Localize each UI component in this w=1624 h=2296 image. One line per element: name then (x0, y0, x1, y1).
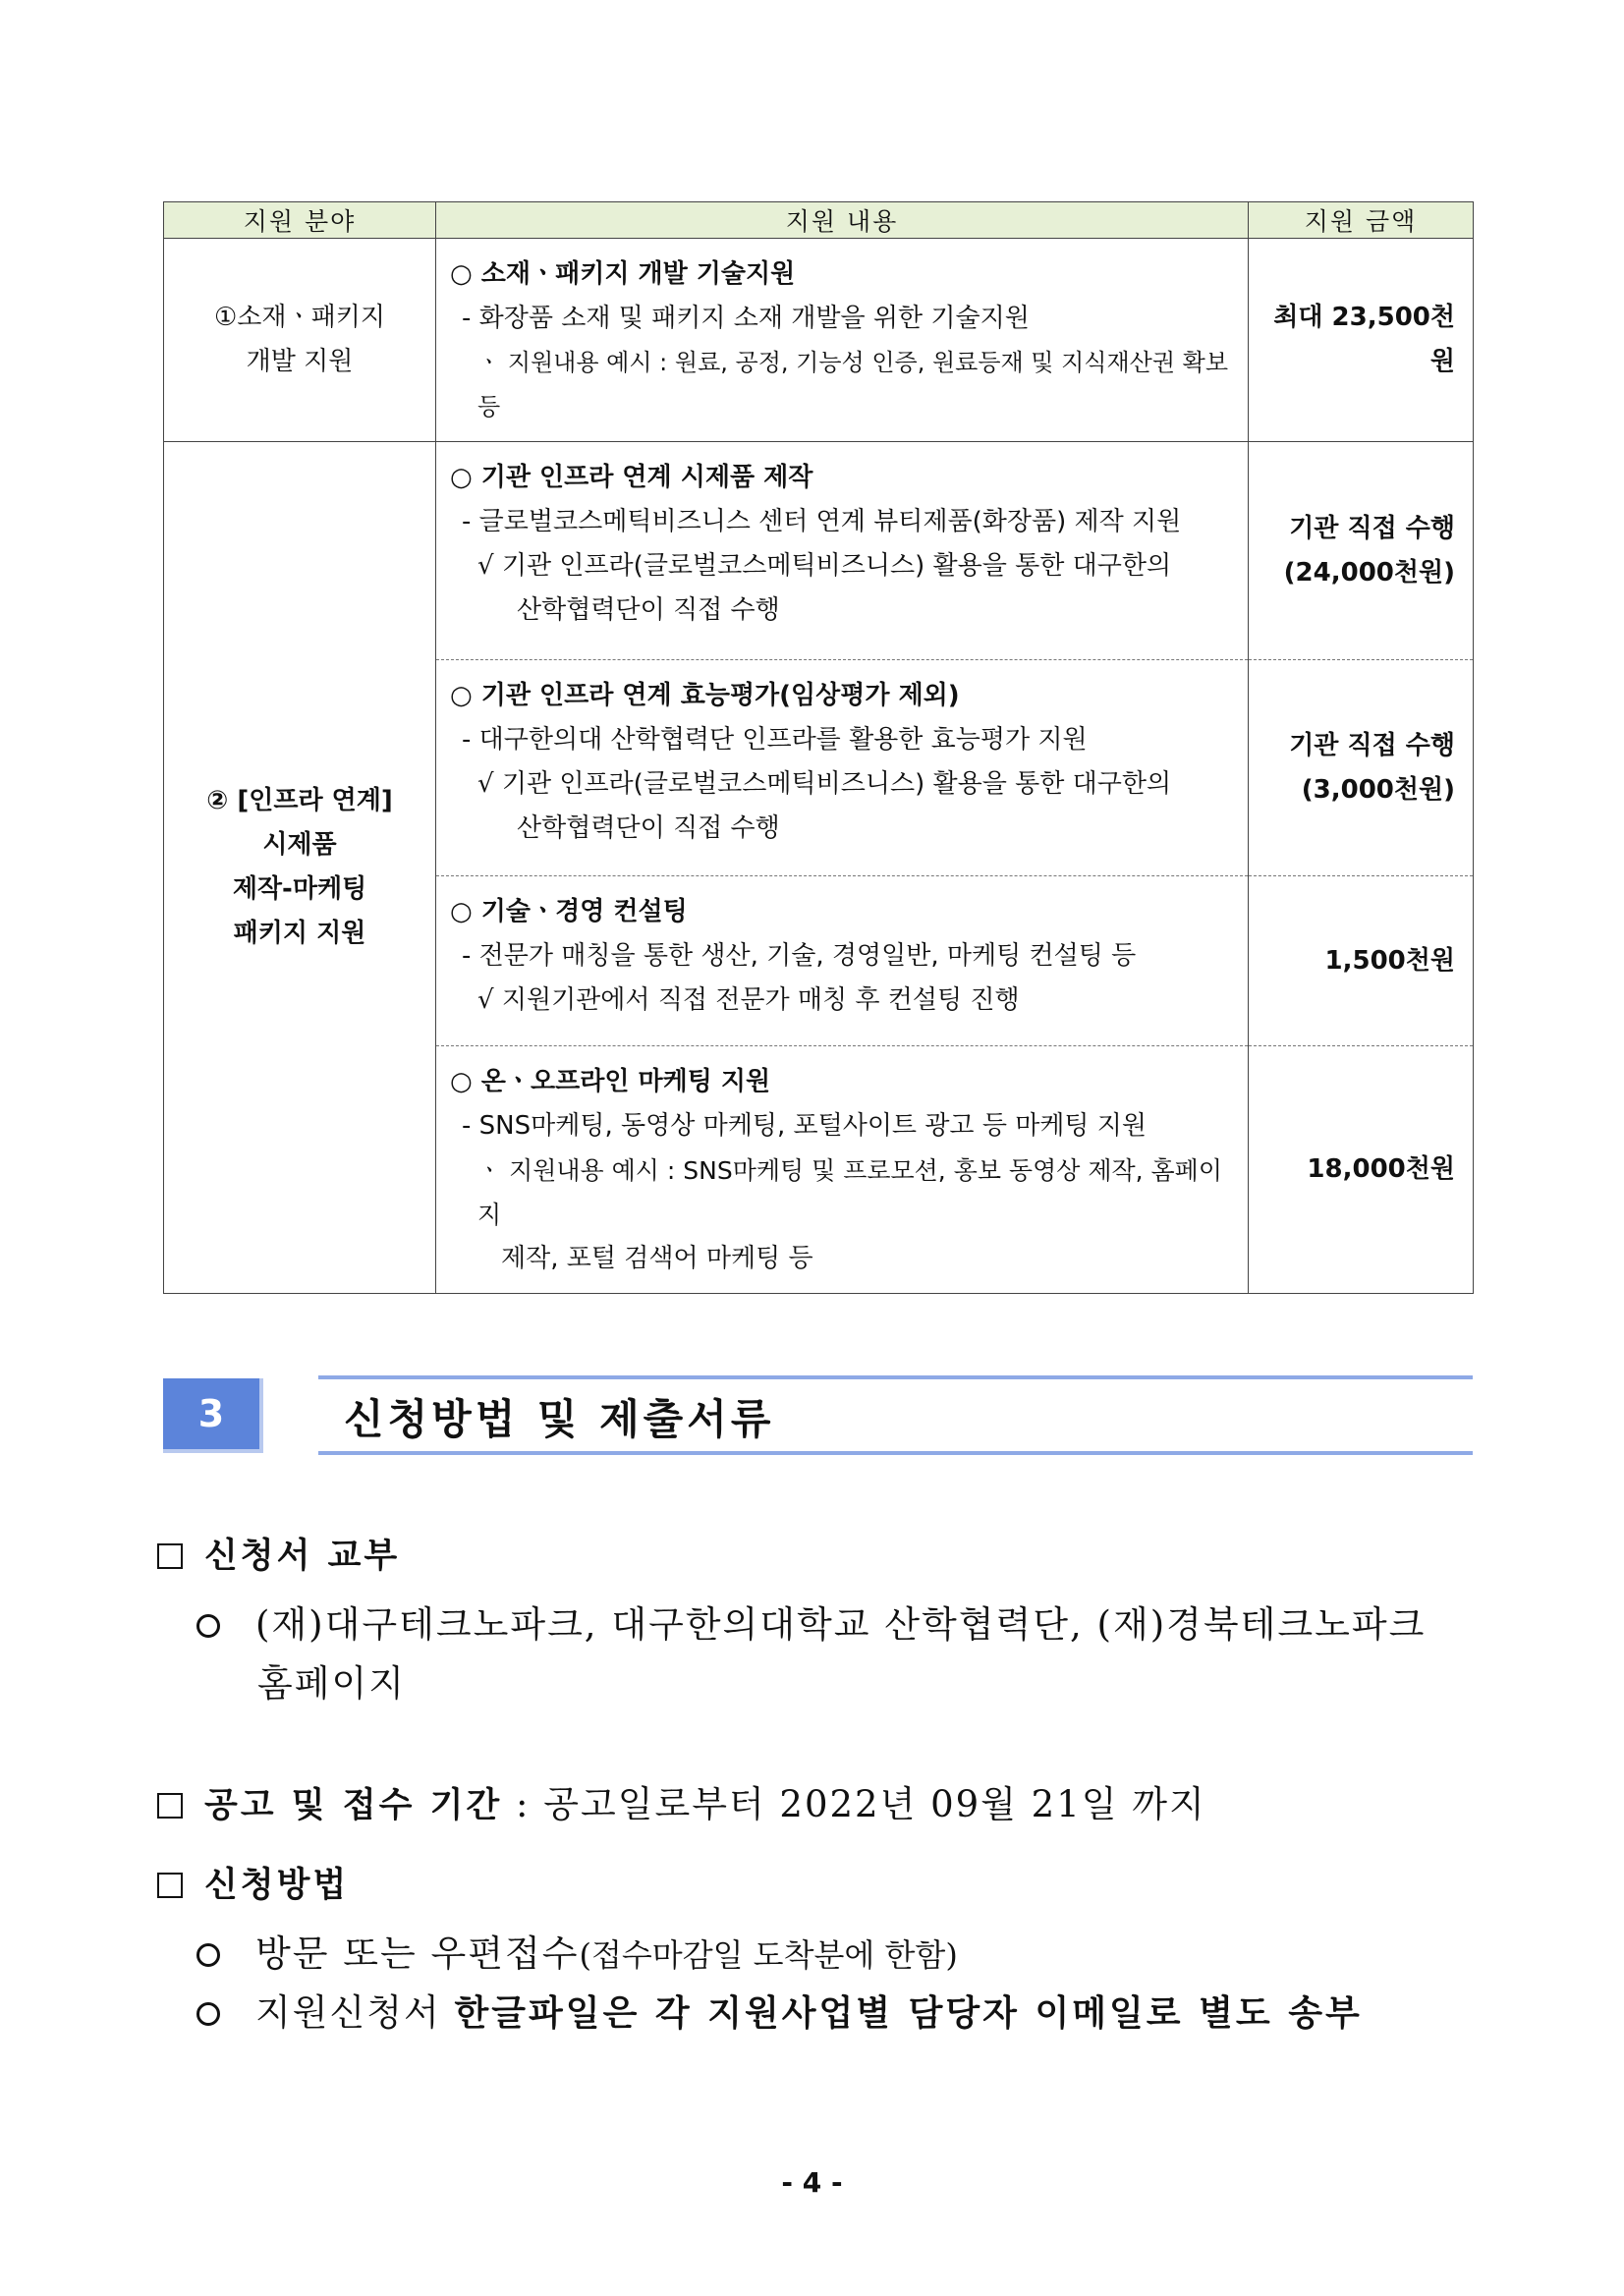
list-item (196, 1983, 1363, 2036)
content-cell-prototype (436, 442, 1249, 660)
period-value: : 공고일로부터 2022년 09월 21일 까지 (502, 1783, 1206, 1825)
amount-cell-consulting: 1,500천원 (1249, 876, 1474, 1046)
field-line: 시제품 (262, 830, 337, 860)
content-check-cont: 산학협력단이 직접 수행 (517, 813, 780, 843)
section-bottom-rule (318, 1451, 1473, 1455)
amount-cell-marketing: 18,000천원 (1249, 1046, 1474, 1294)
amount-cell-material: 최대 23,500천원 (1249, 239, 1474, 442)
field-line: ② [인프라 연계] (206, 786, 393, 815)
table-header-row (164, 202, 1474, 239)
content-title: ○ 기술ㆍ경영 컨설팅 (450, 897, 688, 926)
header-content: 지원 내용 (436, 202, 1249, 239)
content-sub: - 글로벌코스메틱비즈니스 센터 연계 뷰티제품(화장품) 제작 지원 (462, 507, 1182, 536)
content-sub: - SNS마케팅, 동영상 마케팅, 포털사이트 광고 등 마케팅 지원 (462, 1111, 1148, 1141)
list-item-text: 지원신청서 (255, 1991, 455, 2034)
content-example: ㆍ 지원내용 예시 : SNS마케팅 및 프로모션, 홍보 동영상 제작, 홈페이지 (477, 1156, 1222, 1229)
amount-line: 기관 직접 수행 (1289, 513, 1455, 543)
heading-text: 신청서 교부 (204, 1537, 401, 1576)
content-cell-marketing (436, 1046, 1249, 1294)
amount-line: (3,000천원) (1301, 774, 1455, 805)
section-number-badge: 3 (163, 1378, 263, 1453)
content-cell-consulting (436, 876, 1249, 1046)
list-item (196, 1924, 958, 1977)
field-cell-infra (164, 442, 436, 1294)
content-title: ○ 기관 인프라 연계 시제품 제작 (450, 463, 813, 492)
content-sub: - 대구한의대 산학협력단 인프라를 활용한 효능평가 지원 (462, 725, 1088, 755)
amount-cell-prototype (1249, 442, 1474, 660)
circle-bullet-icon (196, 1943, 220, 1967)
table-row (164, 442, 1474, 660)
field-cell-material (164, 239, 436, 442)
section-top-rule (318, 1375, 1473, 1379)
section-title: 신청방법 및 제출서류 (344, 1395, 775, 1443)
content-example: ㆍ 지원내용 예시 : 원료, 공정, 기능성 인증, 원료등재 및 지식재산권 확보 등 (477, 349, 1229, 420)
list-item-text: (재)대구테크노파크, 대구한의대학교 산학협력단, (재)경북테크노파크 (255, 1603, 1427, 1646)
circle-bullet-icon (196, 2002, 220, 2026)
field-line: ①소재ㆍ패키지 (213, 303, 385, 332)
field-line: 개발 지원 (246, 347, 354, 376)
list-item (196, 1595, 1426, 1648)
field-line: 패키지 지원 (233, 919, 366, 948)
table-row (164, 239, 1474, 442)
content-cell-material (436, 239, 1249, 442)
list-item-text: 방문 또는 우편접수 (255, 1932, 580, 1975)
heading-text: 신청방법 (204, 1866, 350, 1905)
content-check: √ 기관 인프라(글로벌코스메틱비즈니스) 활용을 통한 대구한의 (477, 769, 1172, 799)
heading-text: 공고 및 접수 기간 (204, 1786, 503, 1825)
header-field: 지원 분야 (164, 202, 436, 239)
content-title: ○ 온ㆍ오프라인 마케팅 지원 (450, 1067, 771, 1096)
amount-cell-efficacy (1249, 660, 1474, 876)
field-line: 제작-마케팅 (232, 874, 367, 904)
content-check: √ 지원기관에서 직접 전문가 매칭 후 컨설팅 진행 (477, 985, 1020, 1015)
content-example-cont: 제작, 포털 검색어 마케팅 등 (501, 1244, 813, 1273)
checkbox-square-icon (157, 1873, 183, 1898)
heading-application-form (157, 1529, 400, 1578)
content-sub: - 화장품 소재 및 패키지 소재 개발을 위한 기술지원 (462, 304, 1030, 333)
content-check-cont: 산학협력단이 직접 수행 (517, 595, 780, 625)
amount-line: 기관 직접 수행 (1289, 730, 1455, 760)
content-sub: - 전문가 매칭을 통한 생산, 기술, 경영일반, 마케팅 컨설팅 등 (462, 941, 1137, 971)
heading-period (157, 1774, 1206, 1827)
content-cell-efficacy (436, 660, 1249, 876)
content-title: ○ 기관 인프라 연계 효능평가(임상평가 제외) (450, 681, 960, 710)
header-amount: 지원 금액 (1249, 202, 1474, 239)
list-item-continuation: 홈페이지 (257, 1662, 406, 1705)
page-number: - 4 - (781, 2166, 843, 2199)
list-item-emphasis: 한글파일은 각 지원사업별 담당자 이메일로 별도 송부 (454, 1993, 1363, 2034)
content-title: ○ 소재ㆍ패키지 개발 기술지원 (450, 259, 796, 289)
content-check: √ 기관 인프라(글로벌코스메틱비즈니스) 활용을 통한 대구한의 (477, 551, 1172, 581)
support-table (163, 201, 1474, 1294)
checkbox-square-icon (157, 1543, 183, 1569)
circle-bullet-icon (196, 1614, 220, 1638)
heading-method (157, 1858, 349, 1907)
amount-line: (24,000천원) (1283, 557, 1455, 588)
list-item-note: (접수마감일 도착분에 한함) (579, 1936, 958, 1974)
checkbox-square-icon (157, 1793, 183, 1819)
